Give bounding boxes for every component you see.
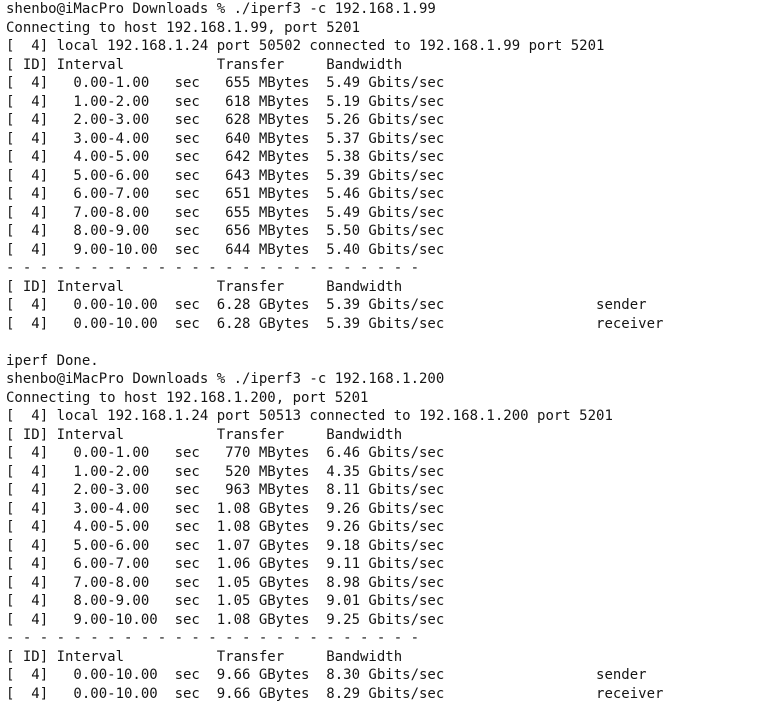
separator-line: - - - - - - - - - - - - - - - - - - - - - - - - - — [6, 630, 420, 646]
interval-row: [ 4] 3.00-4.00 sec 640 MBytes 5.37 Gbits/sec — [6, 130, 445, 147]
summary-row-receiver: [ 4] 0.00-10.00 sec 9.66 GBytes 8.29 Gbits/sec receiver — [6, 685, 664, 702]
interval-row: [ 4] 7.00-8.00 sec 1.05 GBytes 8.98 Gbits/sec — [6, 574, 445, 591]
interval-row: [ 4] 8.00-9.00 sec 1.05 GBytes 9.01 Gbits/sec — [6, 593, 445, 609]
interval-row: [ 4] 9.00-10.00 sec 1.08 GBytes 9.25 Gbits/sec — [6, 611, 445, 628]
table-header-line: [ ID] Interval Transfer Bandwidth — [6, 56, 403, 73]
interval-row: [ 4] 6.00-7.00 sec 1.06 GBytes 9.11 Gbits/sec — [6, 556, 445, 572]
blank-line — [6, 333, 764, 352]
output-line: [ 4] local 192.168.1.24 port 50502 connected to 192.168.1.99 port 5201 — [6, 38, 605, 54]
output-line: iperf Done. — [6, 352, 99, 369]
interval-row: [ 4] 3.00-4.00 sec 1.08 GBytes 9.26 Gbits/sec — [6, 500, 445, 517]
separator-line: - - - - - - - - - - - - - - - - - - - - - - - - - — [6, 260, 420, 276]
output-line: Connecting to host 192.168.1.99, port 5201 — [6, 19, 361, 36]
interval-row: [ 4] 0.00-1.00 sec 770 MBytes 6.46 Gbits/sec — [6, 445, 445, 461]
prompt-line: shenbo@iMacPro Downloads % ./iperf3 -c 192.168.1.200 — [6, 370, 764, 389]
table-header-line: [ ID] Interval Transfer Bandwidth — [6, 426, 403, 443]
interval-row: [ 4] 9.00-10.00 sec 644 MBytes 5.40 Gbits/sec — [6, 241, 445, 258]
interval-row: [ 4] 5.00-6.00 sec 1.07 GBytes 9.18 Gbits/sec — [6, 537, 445, 554]
prompt-line: shenbo@iMacPro Downloads % ./iperf3 -c 192.168.1.99 — [6, 0, 764, 19]
summary-row-receiver: [ 4] 0.00-10.00 sec 6.28 GBytes 5.39 Gbits/sec receiver — [6, 315, 664, 332]
interval-row: [ 4] 8.00-9.00 sec 656 MBytes 5.50 Gbits/sec — [6, 223, 445, 239]
interval-row: [ 4] 4.00-5.00 sec 1.08 GBytes 9.26 Gbits/sec — [6, 519, 445, 535]
interval-row: [ 4] 1.00-2.00 sec 618 MBytes 5.19 Gbits/sec — [6, 93, 445, 110]
interval-row: [ 4] 0.00-1.00 sec 655 MBytes 5.49 Gbits/sec — [6, 75, 445, 91]
interval-row: [ 4] 6.00-7.00 sec 651 MBytes 5.46 Gbits/sec — [6, 186, 445, 202]
summary-row-sender: [ 4] 0.00-10.00 sec 6.28 GBytes 5.39 Gbits/sec sender — [6, 297, 647, 313]
interval-row: [ 4] 2.00-3.00 sec 628 MBytes 5.26 Gbits/sec — [6, 112, 445, 128]
interval-row: [ 4] 2.00-3.00 sec 963 MBytes 8.11 Gbits/sec — [6, 482, 445, 498]
interval-row: [ 4] 1.00-2.00 sec 520 MBytes 4.35 Gbits/sec — [6, 463, 445, 480]
interval-row: [ 4] 7.00-8.00 sec 655 MBytes 5.49 Gbits/sec — [6, 204, 445, 221]
table-header-line: [ ID] Interval Transfer Bandwidth — [6, 278, 403, 295]
summary-row-sender: [ 4] 0.00-10.00 sec 9.66 GBytes 8.30 Gbits/sec sender — [6, 667, 647, 683]
table-header-line: [ ID] Interval Transfer Bandwidth — [6, 648, 403, 665]
output-line: [ 4] local 192.168.1.24 port 50513 connected to 192.168.1.200 port 5201 — [6, 408, 613, 424]
interval-row: [ 4] 4.00-5.00 sec 642 MBytes 5.38 Gbits/sec — [6, 149, 445, 165]
output-line: Connecting to host 192.168.1.200, port 5201 — [6, 389, 369, 406]
interval-row: [ 4] 5.00-6.00 sec 643 MBytes 5.39 Gbits/sec — [6, 167, 445, 184]
